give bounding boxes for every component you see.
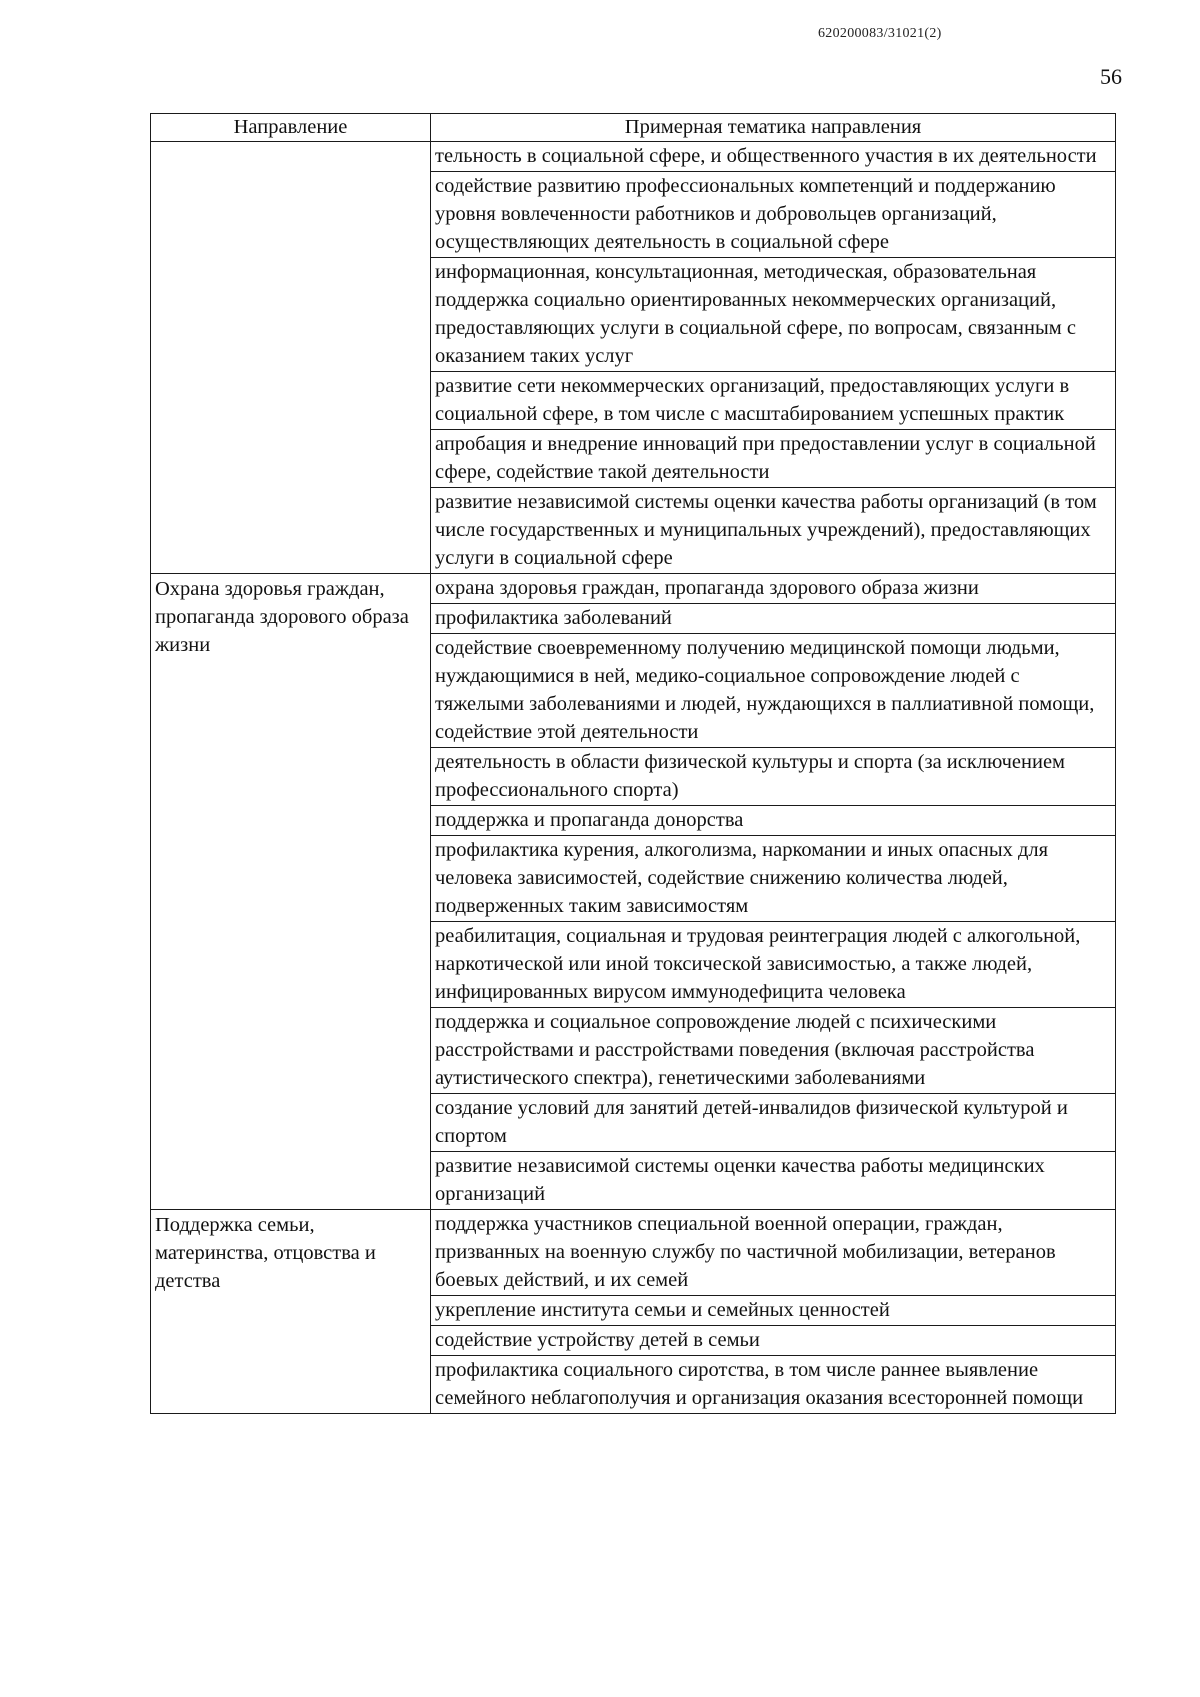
table-header-row (151, 114, 1116, 142)
column-header-direction: Направление (151, 114, 431, 142)
topic-cell: развитие независимой системы оценки качества работы медицинских организаций (431, 1152, 1116, 1210)
topic-cell: создание условий для занятий детей-инвалидов физической культурой и спортом (431, 1094, 1116, 1152)
topic-cell: поддержка и пропаганда донорства (431, 806, 1116, 836)
table-row (151, 142, 1116, 172)
topic-cell: апробация и внедрение инноваций при предоставлении услуг в социальной сфере, содействие такой деятельности (431, 430, 1116, 488)
direction-cell (151, 142, 431, 574)
topic-cell: содействие своевременному получению медицинской помощи людьми, нуждающимися в ней, медико-социальное сопровождение людей с тяжелыми заболеваниями и людей, нуждающихся в паллиативной помощи, содействие этой деятельности (431, 634, 1116, 748)
column-header-topics: Примерная тематика направления (431, 114, 1116, 142)
topic-cell: профилактика социального сиротства, в том числе раннее выявление семейного неблагополучия и организация оказания всесторонней помощи (431, 1356, 1116, 1414)
directions-table (150, 113, 1116, 1414)
topic-cell: поддержка и социальное сопровождение людей с психическими расстройствами и расстройствами поведения (включая расстройства аутистического спектра), генетическими заболеваниями (431, 1008, 1116, 1094)
topic-cell: развитие независимой системы оценки качества работы организаций (в том числе государственных и муниципальных учреждений), предоставляющих услуги в социальной сфере (431, 488, 1116, 574)
direction-cell: Поддержка семьи, материнства, отцовства и детства (151, 1210, 431, 1414)
direction-cell: Охрана здоровья граждан, пропаганда здорового образа жизни (151, 574, 431, 1210)
topic-cell: информационная, консультационная, методическая, образовательная поддержка социально ориентированных некоммерческих организаций, предоставляющих услуги в социальной сфере, по вопросам, связанным с оказанием таких услуг (431, 258, 1116, 372)
table-row (151, 574, 1116, 604)
page-number: 56 (1100, 64, 1122, 89)
topic-cell: реабилитация, социальная и трудовая реинтеграция людей с алкогольной, наркотической или иной токсической зависимостью, а также людей, инфицированных вирусом иммунодефицита человека (431, 922, 1116, 1008)
topic-cell: содействие устройству детей в семьи (431, 1326, 1116, 1356)
document-code: 620200083/31021(2) (818, 26, 942, 41)
topic-cell: тельность в социальной сфере, и общественного участия в их деятельности (431, 142, 1116, 172)
topic-cell: укрепление института семьи и семейных ценностей (431, 1296, 1116, 1326)
topic-cell: поддержка участников специальной военной операции, граждан, призванных на военную службу по частичной мобилизации, ветеранов боевых действий, и их семей (431, 1210, 1116, 1296)
topic-cell: профилактика заболеваний (431, 604, 1116, 634)
topic-cell: деятельность в области физической культуры и спорта (за исключением профессионального спорта) (431, 748, 1116, 806)
topic-cell: охрана здоровья граждан, пропаганда здорового образа жизни (431, 574, 1116, 604)
table-row (151, 1210, 1116, 1296)
topic-cell: развитие сети некоммерческих организаций, предоставляющих услуги в социальной сфере, в том числе с масштабированием успешных практик (431, 372, 1116, 430)
topic-cell: содействие развитию профессиональных компетенций и поддержанию уровня вовлеченности работников и добровольцев организаций, осуществляющих деятельность в социальной сфере (431, 172, 1116, 258)
topic-cell: профилактика курения, алкоголизма, наркомании и иных опасных для человека зависимостей, содействие снижению количества людей, подверженных таким зависимостям (431, 836, 1116, 922)
